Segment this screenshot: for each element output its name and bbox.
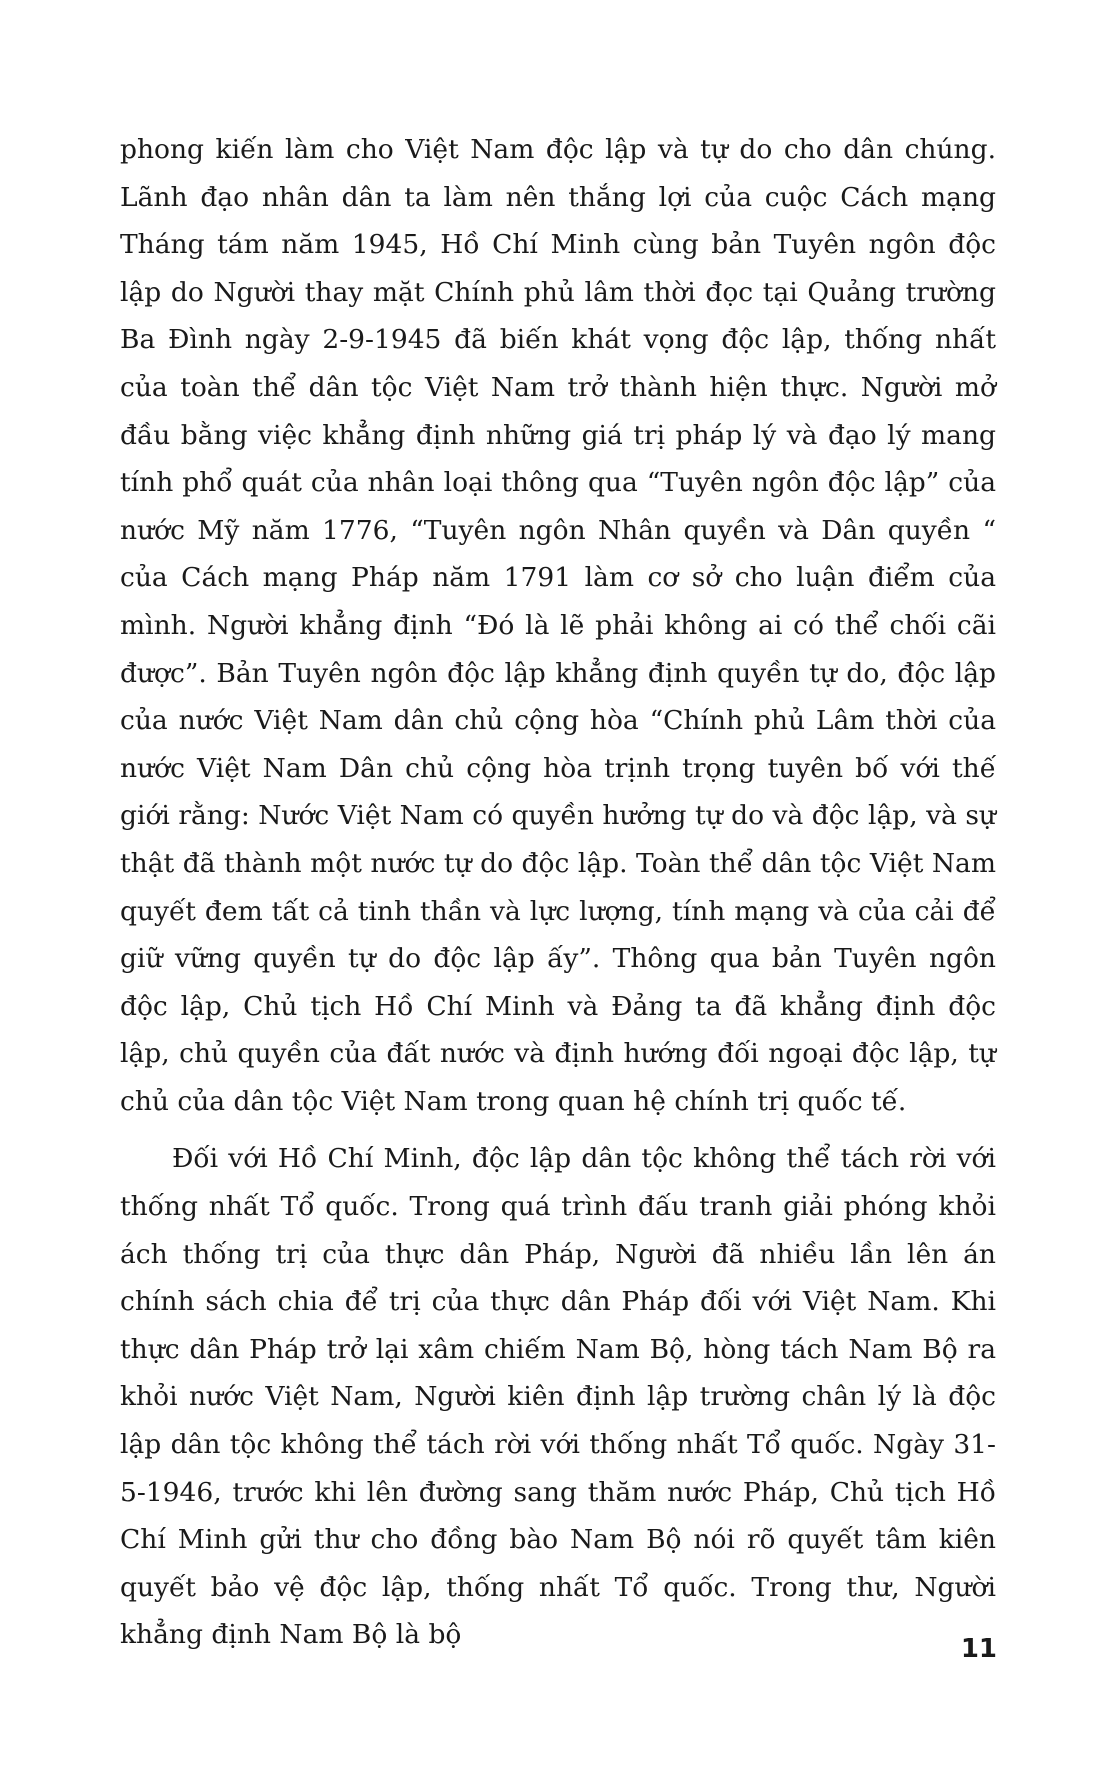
page-number: 11 xyxy=(960,1634,997,1664)
paragraph-2: Đối với Hồ Chí Minh, độc lập dân tộc không thể tách rời với thống nhất Tổ quốc. Trong quá trình đấu tranh giải phóng khỏi ách thống trị của thực dân Pháp, Người đã nhiều lần lên án chính sách chia để trị của thực dân Pháp đối với Việt Nam. Khi thực dân Pháp trở lại xâm chiếm Nam Bộ, hòng tách Nam Bộ ra khỏi nước Việt Nam, Người kiên định lập trường chân lý là độc lập dân tộc không thể tách rời với thống nhất Tổ quốc. Ngày 31-5-1946, trước khi lên đường sang thăm nước Pháp, Chủ tịch Hồ Chí Minh gửi thư cho đồng bào Nam Bộ nói rõ quyết tâm kiên quyết bảo vệ độc lập, thống nhất Tổ quốc. Trong thư, Người khẳng định Nam Bộ là bộ xyxy=(120,1143,996,1651)
body-text xyxy=(120,126,996,1659)
paragraph-1: phong kiến làm cho Việt Nam độc lập và tự do cho dân chúng. Lãnh đạo nhân dân ta làm nên thắng lợi của cuộc Cách mạng Tháng tám năm 1945, Hồ Chí Minh cùng bản Tuyên ngôn độc lập do Người thay mặt Chính phủ lâm thời đọc tại Quảng trường Ba Đình ngày 2-9-1945 đã biến khát vọng độc lập, thống nhất của toàn thể dân tộc Việt Nam trở thành hiện thực. Người mở đầu bằng việc khẳng định những giá trị pháp lý và đạo lý mang tính phổ quát của nhân loại thông qua “Tuyên ngôn độc lập” của nước Mỹ năm 1776, “Tuyên ngôn Nhân quyền và Dân quyền “ của Cách mạng Pháp năm 1791 làm cơ sở cho luận điểm của mình. Người khẳng định “Đó là lẽ phải không ai có thể chối cãi được”. Bản Tuyên ngôn độc lập khẳng định quyền tự do, độc lập của nước Việt Nam dân chủ cộng hòa “Chính phủ Lâm thời của nước Việt Nam Dân chủ cộng hòa trịnh trọng tuyên bố với thế giới rằng: Nước Việt Nam có quyền hưởng tự do và độc lập, và sự thật đã thành một nước tự do độc lập. Toàn thể dân tộc Việt Nam quyết đem tất cả tinh thần và lực lượng, tính mạng và của cải để giữ vững quyền tự do độc lập ấy”. Thông qua bản Tuyên ngôn độc lập, Chủ tịch Hồ Chí Minh và Đảng ta đã khẳng định độc lập, chủ quyền của đất nước và định hướng đối ngoại độc lập, tự chủ của dân tộc Việt Nam trong quan hệ chính trị quốc tế. xyxy=(120,134,996,1117)
